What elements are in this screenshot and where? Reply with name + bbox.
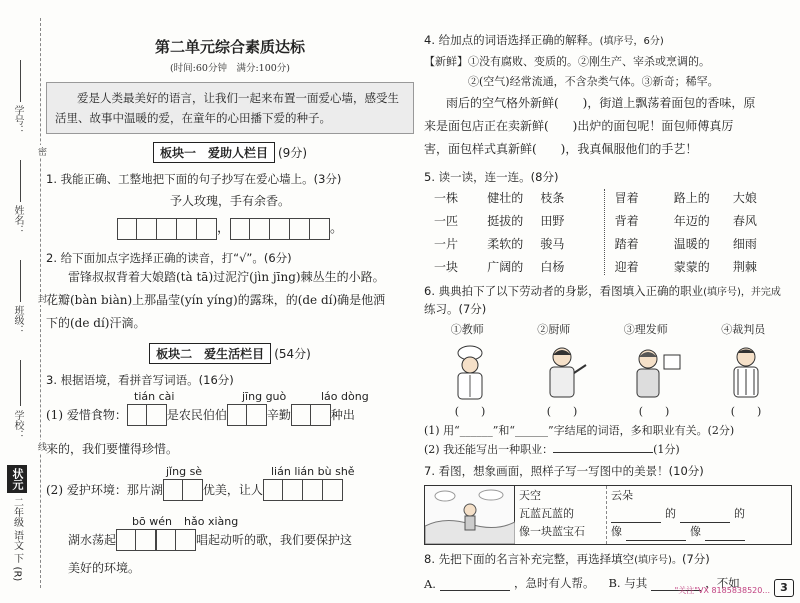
grid-haoxiang[interactable]	[156, 529, 196, 551]
block1-points: (9分)	[278, 146, 307, 160]
q1-grid-b[interactable]	[230, 218, 330, 240]
q7-answer: 云朵 的 的 像 像	[607, 486, 791, 544]
q3-item1-end: 来的，我们要懂得珍惜。	[46, 441, 179, 456]
q8-proverbs: A. ，急时有人帮。 B. 与其 ，不如	[424, 576, 740, 591]
q8-blank-a[interactable]	[440, 590, 510, 591]
q6-title-cont: 练习。(7分)	[424, 302, 487, 316]
page-title: 第二单元综合素质达标	[154, 38, 305, 56]
block2-label: 板块二 爱生活栏目	[149, 343, 271, 364]
watermark: "关注"VX 8185838520...	[674, 586, 770, 595]
q7-scene-box	[424, 485, 792, 545]
q2-title: 2. 给下面加点字选择正确的读音，打“√”。(6分)	[46, 250, 292, 265]
referee-illustration	[716, 343, 776, 401]
q7-scene-illustration	[425, 486, 515, 544]
pinyin-jingse: jǐng sè	[166, 464, 203, 478]
q4-sentence3: 害，面包样式真新鲜( )，我真佩服他们的手艺！	[424, 142, 698, 156]
q6-sub2: (2) 我还能写出一种职业： (1分)	[424, 443, 680, 456]
q1-grid-a[interactable]	[117, 218, 217, 240]
q7-example: 天空 瓦蓝瓦蓝的 像一块蓝宝石	[515, 486, 607, 544]
grid-laodong[interactable]	[291, 404, 331, 426]
q6-illustrations	[424, 343, 792, 401]
right-column	[424, 30, 792, 591]
pinyin-jingguo: jīng guò	[242, 389, 287, 403]
pinyin-lianlianbushe: lián lián bù shě	[271, 464, 355, 478]
seal-mark-mi: 密	[36, 147, 46, 156]
class-line	[20, 260, 21, 302]
intro-box: 爱是人类最美好的语言，让我们一起来布置一面爱心墙，感受生活里、故事中温暖的爱，在童年的心田播下爱的种子。	[46, 82, 414, 134]
q3-item1: tián cài jīng guò láo dòng (1) 爱惜食物： 是农民伯伯 辛勤 种出	[46, 388, 414, 438]
block2-points: (54分)	[274, 346, 311, 361]
grid-lianlianbushe[interactable]	[263, 479, 343, 501]
q6-answer-1[interactable]: ( )	[454, 405, 486, 418]
pinyin-haoxiang: hǎo xiàng	[184, 514, 239, 528]
q6-answer-parens	[424, 403, 792, 419]
q6-answer-4[interactable]: ( )	[730, 405, 762, 418]
brand-grade: 二年级 语文 下 (R)	[11, 497, 23, 582]
q1-sentence: 予人玫瑰，手有余香。	[169, 194, 290, 208]
block1-heading	[46, 142, 414, 163]
q6-title: 6. 典典拍下了以下劳动者的身影，看图填入正确的职业(填序号)，并完成	[424, 284, 781, 298]
q5-left-table: 一株 健壮的 枝条 一匹 挺拔的 田野 一片 柔软的 骏马 一块 广阔的 白杨	[434, 191, 565, 274]
q7-blank-2[interactable]	[680, 522, 730, 523]
q8-title: 8. 先把下面的名言补充完整，再选择填空(填序号)。(7分)	[424, 552, 710, 566]
school-label: 学校：	[12, 410, 23, 440]
block1-label: 板块一 爱助人栏目	[153, 142, 275, 163]
q2-line1: 雷锋叔叔背着大娘踏(tà tā)过泥泞(jìn jīng)棘丛生的小路。	[68, 269, 385, 284]
student-number-line	[20, 60, 21, 102]
q7-blank-3[interactable]	[626, 540, 686, 541]
job-barber: ③理发师	[623, 323, 668, 336]
q7-blank-4[interactable]	[705, 540, 745, 541]
job-referee: ④裁判员	[721, 323, 766, 336]
q7-title: 7. 看图，想象画面，照样子写一写图中的美景！(10分)	[424, 464, 704, 478]
q5-right-table: 冒着 路上的 大娘 背着 年迈的 春风 踏着 温暖的 细雨 迎着 蒙蒙的 荆棘	[614, 191, 757, 274]
q3-item2b: bō wén hǎo xiàng 湖水荡起 唱起动听的歌，我们要保护这	[46, 515, 414, 557]
binding-margin	[0, 0, 38, 603]
q4-sentence1: 雨后的空气格外新鲜( )，街道上飘荡着面包的香味，原	[446, 96, 756, 110]
name-line	[20, 160, 21, 202]
page-number: 3	[774, 579, 794, 597]
job-chef: ②厨师	[537, 323, 571, 336]
q6-job-options	[424, 321, 792, 337]
q4-title: 4. 给加点的词语选择正确的解释。(填序号，6分)	[424, 33, 664, 47]
q4-def-line2: ②(空气)经常流通，不含杂类气体。③新奇；稀罕。	[468, 75, 719, 88]
student-number-label: 学号：	[12, 105, 23, 135]
q2-line2: 花瓣(bàn biàn)上那晶莹(yín yíng)的露珠，的(de dí)确是他洒	[46, 292, 386, 307]
school-line	[20, 360, 21, 406]
job-teacher: ①教师	[450, 323, 484, 336]
q6-sub1: (1) 用“______”和“______”字结尾的词语，多和职业有关。(2分)	[424, 424, 735, 437]
pinyin-tiancai: tián cài	[134, 389, 175, 403]
q4-sentence2: 来是面包店正在卖新鲜( )出炉的面包呢！面包师傅真厉	[424, 119, 734, 133]
teacher-illustration	[532, 343, 592, 401]
barber-illustration	[624, 343, 684, 401]
q5-divider	[604, 189, 605, 275]
q3-item2: jǐng sè lián lián bù shě (2) 爱护环境：那片湖 优美，让人	[46, 465, 414, 513]
grid-jingguo[interactable]	[227, 404, 267, 426]
q6-answer-2[interactable]: ( )	[546, 405, 578, 418]
seal-mark-xian: 线	[36, 442, 46, 451]
q4-def-line1: 【新鲜】①没有腐败、变质的。②刚生产、宰杀或烹调的。	[424, 55, 710, 68]
q5-title: 5. 读一读，连一连。(8分)	[424, 170, 559, 184]
left-column	[46, 30, 414, 580]
grid-bowen[interactable]	[116, 529, 156, 551]
q6-answer-3[interactable]: ( )	[638, 405, 670, 418]
q3-item2-end: 美好的环境。	[68, 560, 141, 575]
q1-copy-grid: ， 。	[46, 217, 414, 240]
pinyin-bowen: bō wén	[132, 514, 172, 528]
publisher-brand	[4, 465, 30, 595]
block2-heading	[46, 343, 414, 364]
q4-definitions	[424, 52, 792, 92]
pinyin-laodong: láo dòng	[321, 389, 369, 403]
name-label: 姓名：	[12, 205, 23, 235]
grid-jingse[interactable]	[163, 479, 203, 501]
q6-sub2-blank[interactable]	[553, 452, 653, 453]
seal-mark-feng: 封	[36, 294, 46, 303]
q1-title: 1. 我能正确、工整地把下面的句子抄写在爱心墙上。(3分)	[46, 172, 342, 186]
q2-line3: 下的(de dí)汗滴。	[46, 315, 146, 330]
grid-tiancai[interactable]	[127, 404, 167, 426]
q3-title: 3. 根据语境，看拼音写词语。(16分)	[46, 372, 234, 387]
q5-matching	[424, 189, 792, 275]
class-label: 班级：	[12, 305, 23, 335]
time-score-info: (时间:60分钟 满分:100分)	[169, 63, 291, 74]
brand-logo: 状元	[7, 465, 27, 493]
chef-illustration	[440, 343, 500, 401]
